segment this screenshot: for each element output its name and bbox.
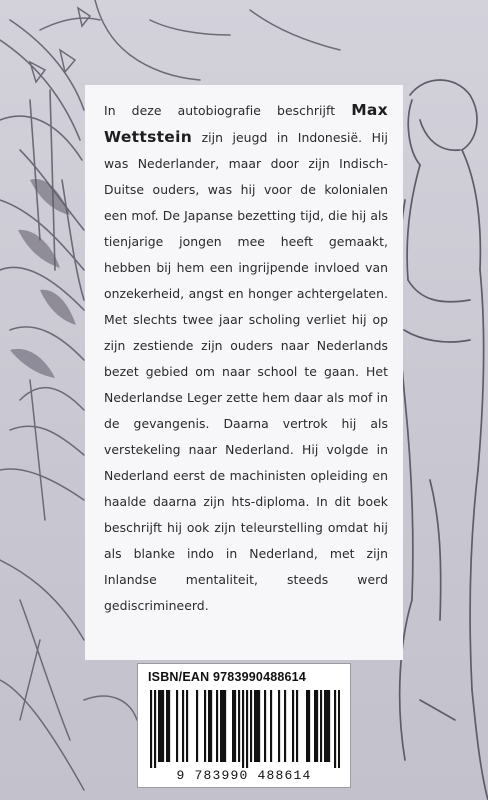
barcode-bar — [324, 690, 326, 762]
barcode-bar — [204, 690, 206, 762]
barcode-bar — [314, 690, 316, 762]
barcode-bar — [326, 690, 328, 762]
barcode-bar — [224, 690, 226, 762]
barcode-bar — [160, 690, 162, 762]
barcode-bar — [278, 690, 280, 762]
barcode-bar — [284, 690, 286, 762]
barcode-guard-bar — [338, 690, 340, 768]
barcode-bar — [234, 690, 236, 762]
barcode-bar — [254, 690, 256, 762]
barcode-bar — [210, 690, 212, 762]
barcode-bar — [216, 690, 218, 762]
barcode-bar — [258, 690, 260, 762]
house-sketch — [30, 0, 340, 82]
blurb-intro: In deze autobiografie beschrijft — [104, 103, 352, 118]
barcode-guard-bar — [154, 690, 156, 768]
barcode-bar — [168, 690, 170, 762]
barcode-label — [137, 663, 351, 788]
isbn-label: ISBN/EAN 9783990488614 — [148, 670, 306, 684]
barcode-guard-bar — [242, 690, 244, 768]
standing-boy-sketch — [399, 80, 488, 800]
barcode-bar — [308, 690, 310, 762]
barcode-bar — [220, 690, 222, 762]
barcode-bar — [270, 690, 272, 762]
barcode-bar — [158, 690, 160, 762]
barcode-bar — [196, 690, 198, 762]
barcode-bar — [296, 690, 298, 762]
barcode-bar — [320, 690, 322, 762]
barcode-guard-bar — [150, 690, 152, 768]
barcode-guard-bar — [334, 690, 336, 768]
book-blurb — [104, 97, 388, 619]
barcode-bar — [256, 690, 258, 762]
blurb-body: zijn jeugd in Indonesië. Hij was Nederlander, maar door zijn Indisch-Duitse ouders, was hij voor de kolonialen een mof. De Japanse bezetting tijd, die hij als tienjarige jongen mee heeft gemaakt, hebben bij hem een ingrijpende invloed van onzekerheid, angst en honger achtergelaten. Met slechts twee jaar scholing verliet hij op zijn zestiende zijn ouders naar Nederlands bezet gebied om naar school te gaan. Het Nederlandse Leger zette hem daar als mof in de gevangenis. Daarna vertrok hij als verstekeling naar Nederland. Hij volgde in Nederland eerst de machinisten opleiding en haalde daarna zijn hts-diploma. In dit boek beschrijft hij ook zijn teleurstelling omdat hij als blanke indo in Nederland, met zijn Inlandse mentaliteit, steeds werd gediscrimineerd. — [104, 130, 388, 613]
barcode-bar — [292, 690, 294, 762]
barcode-bar — [316, 690, 318, 762]
barcode-guard-bar — [246, 690, 248, 768]
barcode-bar — [166, 690, 168, 762]
barcode-bar — [162, 690, 164, 762]
barcode-bar — [222, 690, 224, 762]
barcode-bar — [182, 690, 184, 762]
author-name: Max Wettstein — [104, 101, 388, 146]
barcode-digits: 9 783990 488614 — [176, 768, 312, 783]
barcode-bar — [208, 690, 210, 762]
barcode-bar — [186, 690, 188, 762]
barcode-bar — [238, 690, 240, 762]
barcode-bar — [328, 690, 330, 762]
barcode-bar — [232, 690, 234, 762]
barcode-bar — [264, 690, 266, 762]
barcode-bar — [306, 690, 308, 762]
barcode-bar — [176, 690, 178, 762]
barcode-icon — [150, 690, 340, 768]
barcode-bar — [250, 690, 252, 762]
